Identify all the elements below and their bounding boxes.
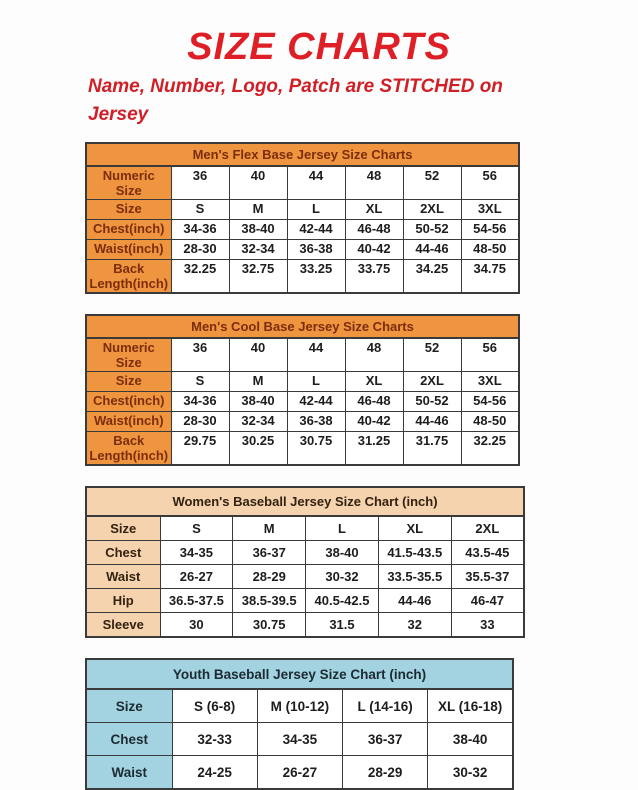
size-value-cell: 34-36	[171, 392, 229, 412]
size-value-cell: 56	[461, 338, 519, 372]
size-value-cell: 24-25	[172, 756, 257, 790]
size-table-youth-baseball	[85, 658, 514, 790]
row-label-cell: Chest(inch)	[86, 392, 171, 412]
row-label-cell: Back Length(inch)	[86, 432, 171, 466]
size-table-container-mens-cool-base	[85, 314, 638, 466]
size-value-cell: 36-38	[287, 412, 345, 432]
size-value-cell: XL	[345, 372, 403, 392]
size-value-cell: 44-46	[378, 589, 451, 613]
size-value-cell: L	[287, 200, 345, 220]
size-value-cell: 38-40	[229, 220, 287, 240]
table-title-mens-flex-base: Men's Flex Base Jersey Size Charts	[86, 143, 519, 166]
size-value-cell: 44	[287, 166, 345, 200]
size-value-cell: 41.5-43.5	[378, 541, 451, 565]
size-value-cell: S	[171, 372, 229, 392]
table-row	[86, 613, 524, 638]
size-value-cell: M	[233, 516, 306, 541]
size-value-cell: 36	[171, 166, 229, 200]
size-value-cell: 36-37	[233, 541, 306, 565]
size-value-cell: M	[229, 200, 287, 220]
size-value-cell: 34-35	[160, 541, 233, 565]
size-value-cell: 30.75	[233, 613, 306, 638]
size-table-container-mens-flex-base	[85, 142, 638, 294]
size-value-cell: 50-52	[403, 392, 461, 412]
table-row	[86, 589, 524, 613]
row-label-cell: Chest(inch)	[86, 220, 171, 240]
size-value-cell: 54-56	[461, 220, 519, 240]
size-value-cell: 31.5	[306, 613, 379, 638]
size-value-cell: 46-48	[345, 220, 403, 240]
page-subtitle: Name, Number, Logo, Patch are STITCHED on Jersey	[88, 76, 503, 125]
size-value-cell: 52	[403, 338, 461, 372]
table-row	[86, 220, 519, 240]
size-value-cell: 32.25	[171, 260, 229, 294]
size-table-womens-baseball	[85, 486, 525, 638]
table-row	[86, 541, 524, 565]
size-value-cell: 40	[229, 338, 287, 372]
table-row	[86, 756, 513, 790]
size-value-cell: 48	[345, 166, 403, 200]
size-value-cell: 33.5-35.5	[378, 565, 451, 589]
size-value-cell: 50-52	[403, 220, 461, 240]
size-value-cell: 40	[229, 166, 287, 200]
size-value-cell: 31.75	[403, 432, 461, 466]
table-row	[86, 723, 513, 756]
size-value-cell: 32-34	[229, 240, 287, 260]
size-value-cell: 42-44	[287, 220, 345, 240]
row-label-cell: Size	[86, 200, 171, 220]
size-value-cell: 34.75	[461, 260, 519, 294]
row-label-cell: Hip	[86, 589, 160, 613]
size-value-cell: 33	[451, 613, 524, 638]
size-value-cell: 31.25	[345, 432, 403, 466]
size-value-cell: 26-27	[160, 565, 233, 589]
size-table-container-youth-baseball	[85, 658, 638, 790]
row-label-cell: Chest	[86, 723, 172, 756]
size-value-cell: XL	[378, 516, 451, 541]
table-row	[86, 166, 519, 200]
row-label-cell: Numeric Size	[86, 338, 171, 372]
page-title: SIZE CHARTS	[187, 26, 451, 68]
size-value-cell: 32-34	[229, 412, 287, 432]
size-value-cell: M	[229, 372, 287, 392]
size-value-cell: 48-50	[461, 240, 519, 260]
size-value-cell: 32	[378, 613, 451, 638]
size-value-cell: L	[306, 516, 379, 541]
size-value-cell: 36.5-37.5	[160, 589, 233, 613]
size-value-cell: 28-30	[171, 240, 229, 260]
size-value-cell: 34-36	[171, 220, 229, 240]
size-value-cell: 30.25	[229, 432, 287, 466]
size-value-cell: 33.75	[345, 260, 403, 294]
size-value-cell: 2XL	[451, 516, 524, 541]
row-label-cell: Size	[86, 516, 160, 541]
size-table-container-womens-baseball	[85, 486, 638, 638]
row-label-cell: Waist(inch)	[86, 412, 171, 432]
table-row	[86, 392, 519, 412]
size-table-mens-cool-base	[85, 314, 520, 466]
size-value-cell: 38.5-39.5	[233, 589, 306, 613]
table-row	[86, 412, 519, 432]
size-value-cell: L (14-16)	[343, 689, 428, 723]
table-row	[86, 432, 519, 466]
table-title-womens-baseball: Women's Baseball Jersey Size Chart (inch)	[86, 487, 524, 516]
size-value-cell: 30-32	[306, 565, 379, 589]
size-value-cell: M (10-12)	[257, 689, 342, 723]
size-value-cell: 38-40	[229, 392, 287, 412]
size-value-cell: 32.75	[229, 260, 287, 294]
size-value-cell: 42-44	[287, 392, 345, 412]
table-row	[86, 240, 519, 260]
size-value-cell: 44	[287, 338, 345, 372]
size-value-cell: 38-40	[428, 723, 513, 756]
size-value-cell: 43.5-45	[451, 541, 524, 565]
size-value-cell: S (6-8)	[172, 689, 257, 723]
size-value-cell: 2XL	[403, 200, 461, 220]
size-value-cell: XL (16-18)	[428, 689, 513, 723]
size-value-cell: 40-42	[345, 412, 403, 432]
row-label-cell: Waist	[86, 565, 160, 589]
size-value-cell: 35.5-37	[451, 565, 524, 589]
table-row	[86, 338, 519, 372]
size-value-cell: 28-29	[233, 565, 306, 589]
size-value-cell: 32.25	[461, 432, 519, 466]
table-row	[86, 689, 513, 723]
size-value-cell: XL	[345, 200, 403, 220]
size-value-cell: L	[287, 372, 345, 392]
row-label-cell: Size	[86, 689, 172, 723]
size-value-cell: 30.75	[287, 432, 345, 466]
size-value-cell: 3XL	[461, 372, 519, 392]
table-title-youth-baseball: Youth Baseball Jersey Size Chart (inch)	[86, 659, 513, 689]
size-value-cell: 36-37	[343, 723, 428, 756]
table-row	[86, 200, 519, 220]
size-value-cell: 54-56	[461, 392, 519, 412]
size-value-cell: 52	[403, 166, 461, 200]
size-value-cell: 34-35	[257, 723, 342, 756]
size-value-cell: 28-29	[343, 756, 428, 790]
size-value-cell: 32-33	[172, 723, 257, 756]
size-value-cell: 46-48	[345, 392, 403, 412]
table-row	[86, 565, 524, 589]
size-value-cell: 36	[171, 338, 229, 372]
size-table-mens-flex-base	[85, 142, 520, 294]
size-value-cell: 29.75	[171, 432, 229, 466]
size-value-cell: 26-27	[257, 756, 342, 790]
row-label-cell: Chest	[86, 541, 160, 565]
row-label-cell: Numeric Size	[86, 166, 171, 200]
row-label-cell: Size	[86, 372, 171, 392]
size-value-cell: 3XL	[461, 200, 519, 220]
size-value-cell: 30-32	[428, 756, 513, 790]
size-value-cell: 48	[345, 338, 403, 372]
size-value-cell: 40.5-42.5	[306, 589, 379, 613]
size-value-cell: 30	[160, 613, 233, 638]
size-value-cell: 40-42	[345, 240, 403, 260]
size-value-cell: 44-46	[403, 240, 461, 260]
table-row	[86, 372, 519, 392]
row-label-cell: Sleeve	[86, 613, 160, 638]
size-value-cell: 44-46	[403, 412, 461, 432]
size-value-cell: 38-40	[306, 541, 379, 565]
table-title-mens-cool-base: Men's Cool Base Jersey Size Charts	[86, 315, 519, 338]
size-value-cell: 46-47	[451, 589, 524, 613]
size-value-cell: S	[160, 516, 233, 541]
size-value-cell: 2XL	[403, 372, 461, 392]
table-row	[86, 260, 519, 294]
size-value-cell: 33.25	[287, 260, 345, 294]
size-value-cell: 56	[461, 166, 519, 200]
row-label-cell: Waist(inch)	[86, 240, 171, 260]
size-value-cell: 48-50	[461, 412, 519, 432]
table-row	[86, 516, 524, 541]
size-value-cell: 36-38	[287, 240, 345, 260]
size-value-cell: 28-30	[171, 412, 229, 432]
size-value-cell: 34.25	[403, 260, 461, 294]
row-label-cell: Waist	[86, 756, 172, 790]
row-label-cell: Back Length(inch)	[86, 260, 171, 294]
size-value-cell: S	[171, 200, 229, 220]
